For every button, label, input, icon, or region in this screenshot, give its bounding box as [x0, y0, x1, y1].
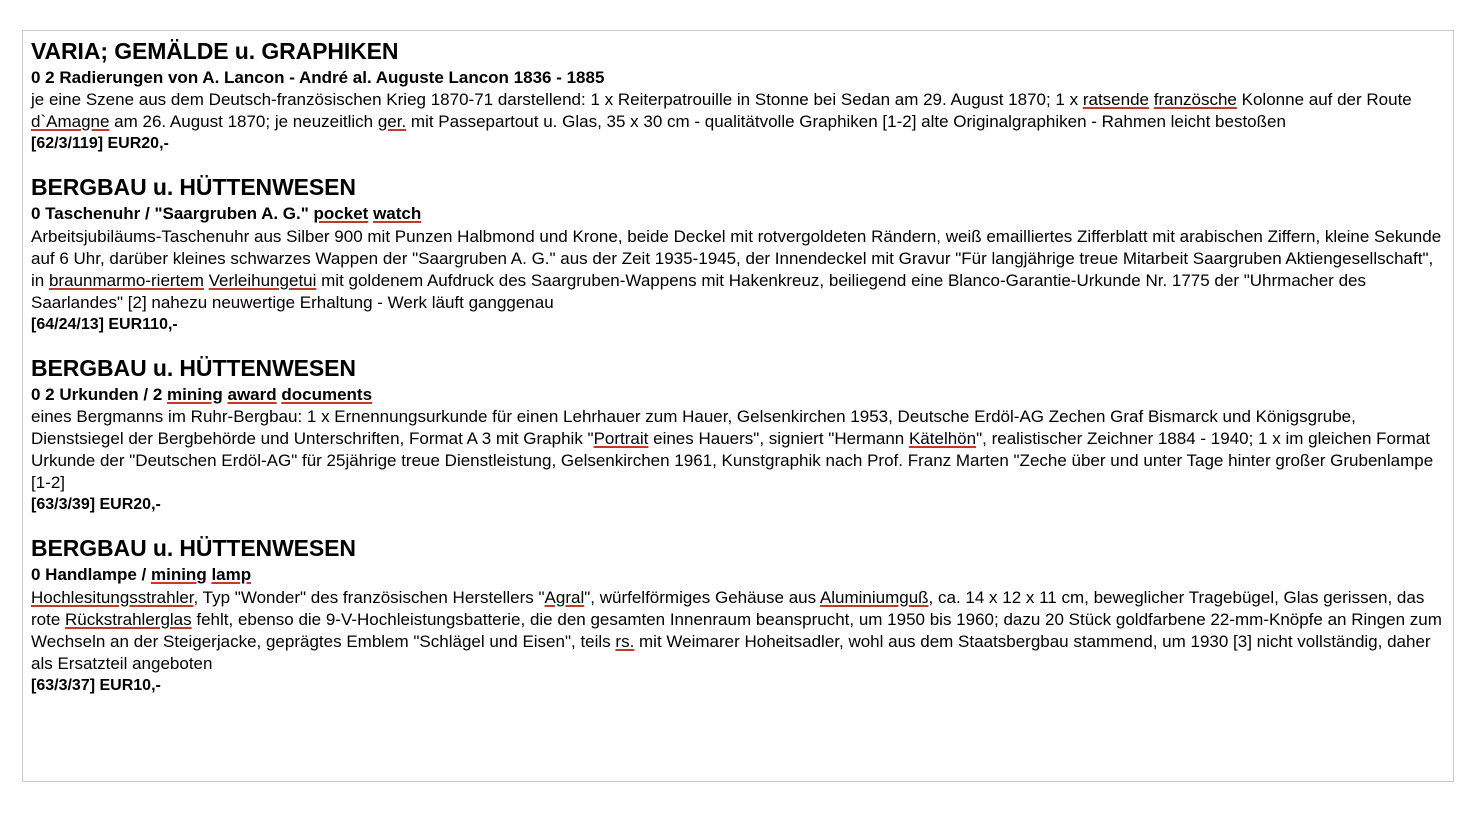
entry-category: BERGBAU u. HÜTTENWESEN [31, 354, 356, 381]
catalog-entry [31, 37, 1445, 155]
spellcheck-term: Rückstrahlerglas [65, 609, 192, 629]
spellcheck-term: documents [281, 384, 373, 404]
entry-price: [63/3/39] EUR20,- [31, 496, 161, 514]
spellcheck-term: rs. [615, 631, 635, 651]
spellcheck-term: Verleihungetui [208, 270, 317, 290]
catalog-entry [31, 354, 1445, 516]
entry-description: eines Bergmanns im Ruhr-Bergbau: 1 x Ernennungsurkunde für einen Lehrhauer zum Hauer, Gelsenkirchen 1953, Deutsche Erdöl-AG Zechen Graf Bismarck und Königsgrube, Dienstsiegel der Bergbehörde und Unterschriften, Format A 3 mit Graphik "Portrait eines Hauers", signiert "Hermann Kätelhön", realistischer Zeichner 1884 - 1940; 1 x im gleichen Format Urkunde der "Deutschen Erdöl-AG" für 25jährige treue Dienstleistung, Gelsenkirchen 1961, Kunstgraphik nach Prof. Franz Marten "Zeche über und unter Tage hinter großer Grubenlampe [1-2] [31, 407, 1434, 493]
entry-title: 0 Taschenuhr / "Saargruben A. G." pocket watch [31, 204, 422, 224]
entry-description: Arbeitsjubiläums-Taschenuhr aus Silber 900 mit Punzen Halbmond und Krone, beide Deckel mit rotvergoldeten Rändern, weiß emailliertes Zifferblatt mit arabischen Ziffern, kleine Sekunde auf 6 Uhr, darüber kleines schwarzes Wappen der "Saargruben A. G." aus der Zeit 1935-1945, der Innendeckel mit Gravur "Für langjährige treue Mitarbeit Saargruben Aktiengesellschaft", in braunmarmo-riertem Verleihungetui mit goldenem Aufdruck des Saargruben-Wappens mit Hakenkreuz, beiliegend eine Blanco-Garantie-Urkunde Nr. 1775 der "Uhrmacher des Saarlandes" [2] nahezu neuwertige Erhaltung - Werk läuft ganggenau [31, 226, 1442, 312]
entry-description: Hochlesitungsstrahler, Typ "Wonder" des französischen Herstellers "Agral", würfelförmiges Gehäuse aus Aluminiumguß, ca. 14 x 12 x 11 cm, beweglicher Tragebügel, Glas gerissen, das rote Rückstrahlerglas fehlt, ebenso die 9-V-Hochleistungsbatterie, die den gesamten Innenraum beansprucht, um 1950 bis 1960; dazu 20 Stück goldfarbene 22-mm-Knöpfe an Ringen zum Wechseln an der Steigerjacke, geprägtes Emblem "Schlägel und Eisen", teils rs. mit Weimarer Hoheitsadler, wohl aus dem Staatsbergbau stammend, um 1930 [3] nicht vollständig, daher als Ersatzteil angeboten [31, 587, 1442, 673]
spellcheck-term: Agral [544, 587, 585, 607]
spellcheck-term: braunmarmo-riertem [48, 270, 204, 290]
spellcheck-term: Kätelhön [908, 429, 977, 449]
entry-price: [62/3/119] EUR20,- [31, 135, 169, 153]
entry-title: 0 Handlampe / mining lamp [31, 565, 252, 585]
spellcheck-term: award [227, 384, 277, 404]
spellcheck-term: pocket [313, 204, 369, 224]
spellcheck-term: ratsende [1082, 90, 1149, 110]
spellcheck-term: französche [1153, 90, 1237, 110]
entry-category: BERGBAU u. HÜTTENWESEN [31, 535, 356, 562]
entry-description: je eine Szene aus dem Deutsch-französischen Krieg 1870-71 darstellend: 1 x Reiterpatrouille in Stonne bei Sedan am 29. August 1870; 1 x ratsende französche Kolonne auf der Route d`Amagne am 26. August 1870; je neuzeitlich ger. mit Passepartout u. Glas, 35 x 30 cm - qualitätvolle Graphiken [1-2] alte Originalgraphiken - Rahmen leicht bestoßen [31, 90, 1412, 132]
spellcheck-term: Hochlesitungsstrahler [31, 587, 194, 607]
document-page [22, 30, 1454, 782]
spellcheck-term: mining [167, 384, 223, 404]
entry-category: VARIA; GEMÄLDE u. GRAPHIKEN [31, 38, 399, 64]
spellcheck-term: mining [150, 565, 207, 585]
catalog-entry [31, 173, 1445, 335]
entry-category: BERGBAU u. HÜTTENWESEN [31, 174, 356, 201]
entry-price: [63/3/37] EUR10,- [31, 676, 161, 694]
entry-title: 0 2 Urkunden / 2 mining award documents [31, 384, 373, 404]
entry-title [31, 67, 1445, 88]
spellcheck-term: ger. [377, 112, 407, 132]
entry-title-text: 0 2 Radierungen von A. Lancon - André al. Auguste Lancon 1836 - 1885 [31, 68, 605, 88]
spellcheck-term: d`Amagne [31, 112, 110, 132]
catalog-entry [31, 534, 1445, 696]
spellcheck-term: watch [373, 204, 422, 224]
entry-price: [64/24/13] EUR110,- [31, 315, 178, 333]
spellcheck-term: Aluminiumguß [819, 587, 929, 607]
spellcheck-term: Portrait [593, 429, 649, 449]
spellcheck-term: lamp [211, 565, 252, 585]
